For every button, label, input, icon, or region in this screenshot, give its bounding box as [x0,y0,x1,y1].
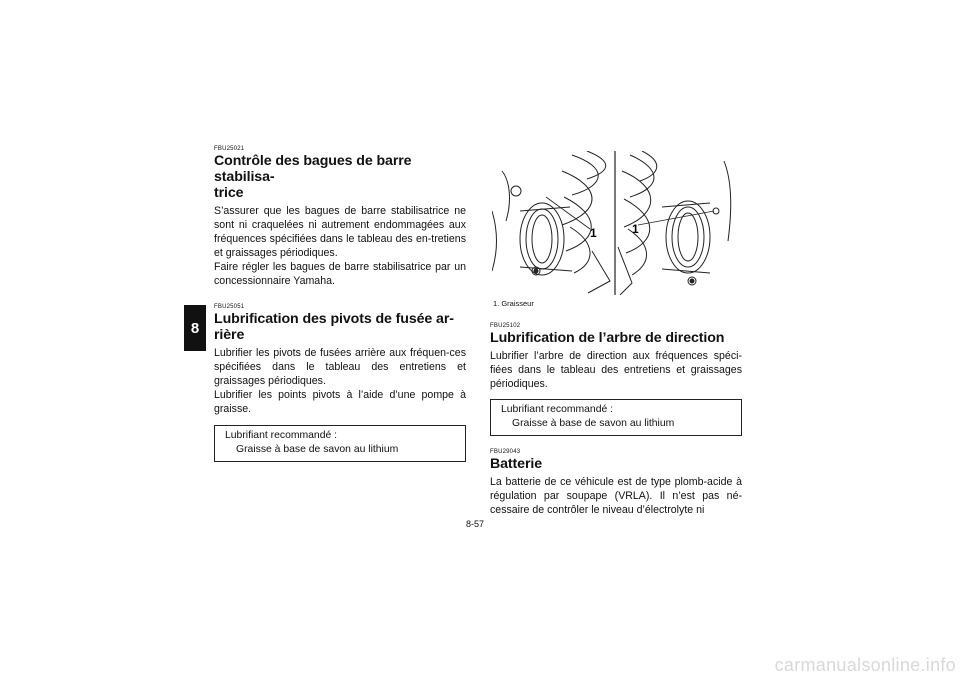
section-title-line: Contrôle des bagues de barre stabilisa- [214,153,412,185]
section-body: S’assurer que les bagues de barre stabilisatrice ne sont ni craquelées ni autrement endommagées aux fréquences spécifiées dans le tableau des en-tretiens et graissages périodiques. [214,205,466,259]
box-label: Lubrifiant recommandé : [225,430,338,441]
section-code: FBU25102 [490,323,521,329]
section-title [214,311,466,343]
section-body: Lubrifier les pivots de fusées arrière aux fréquen-ces spécifiées dans le tableau des entretiens et graissages périodiques. [214,347,466,387]
box-label: Lubrifiant recommandé : [501,404,614,415]
section-body: La batterie de ce véhicule est de type plomb-acide à régulation par soupape (VRLA). Il n’est pas né-cessaire de contrôler le niveau d’électrolyte ni [490,476,742,516]
section-body: Lubrifier les points pivots à l’aide d’une pompe à graisse. [214,389,466,415]
box-value: Graisse à base de savon au lithium [236,443,399,455]
section-title: Batterie [490,456,543,472]
lubricant-box [490,399,742,436]
section-code: FBU29043 [490,449,521,455]
figure-caption: 1. Graisseur [493,299,534,308]
section-code: FBU25051 [214,304,245,310]
grease-fitting-figure [492,151,740,295]
page-number: 8-57 [466,519,485,529]
figure-label-right: 1 [632,222,639,236]
chapter-tab [184,305,206,351]
figure-label-left: 1 [590,226,597,240]
section-title [214,153,466,201]
box-value: Graisse à base de savon au lithium [512,417,675,429]
section-body: Faire régler les bagues de barre stabilisatrice par un concessionnaire Yamaha. [214,261,466,287]
section-title-line: Lubrification des pivots de fusée ar- [214,311,454,327]
section-body: Lubrifier l’arbre de direction aux fréquences spéci-fiées dans le tableau des entretiens et graissages périodiques. [490,350,742,390]
right-column [490,323,742,517]
section-title-line: rière [214,327,245,343]
chapter-number: 8 [190,319,200,337]
section-title-line: trice [214,185,244,201]
section-code: FBU25021 [214,146,245,152]
left-column [214,146,466,462]
watermark: carmanualsonline.info [774,655,956,675]
lubricant-box [214,425,466,462]
section-title: Lubrification de l’arbre de direction [490,330,725,346]
figure-drawing [492,151,740,295]
